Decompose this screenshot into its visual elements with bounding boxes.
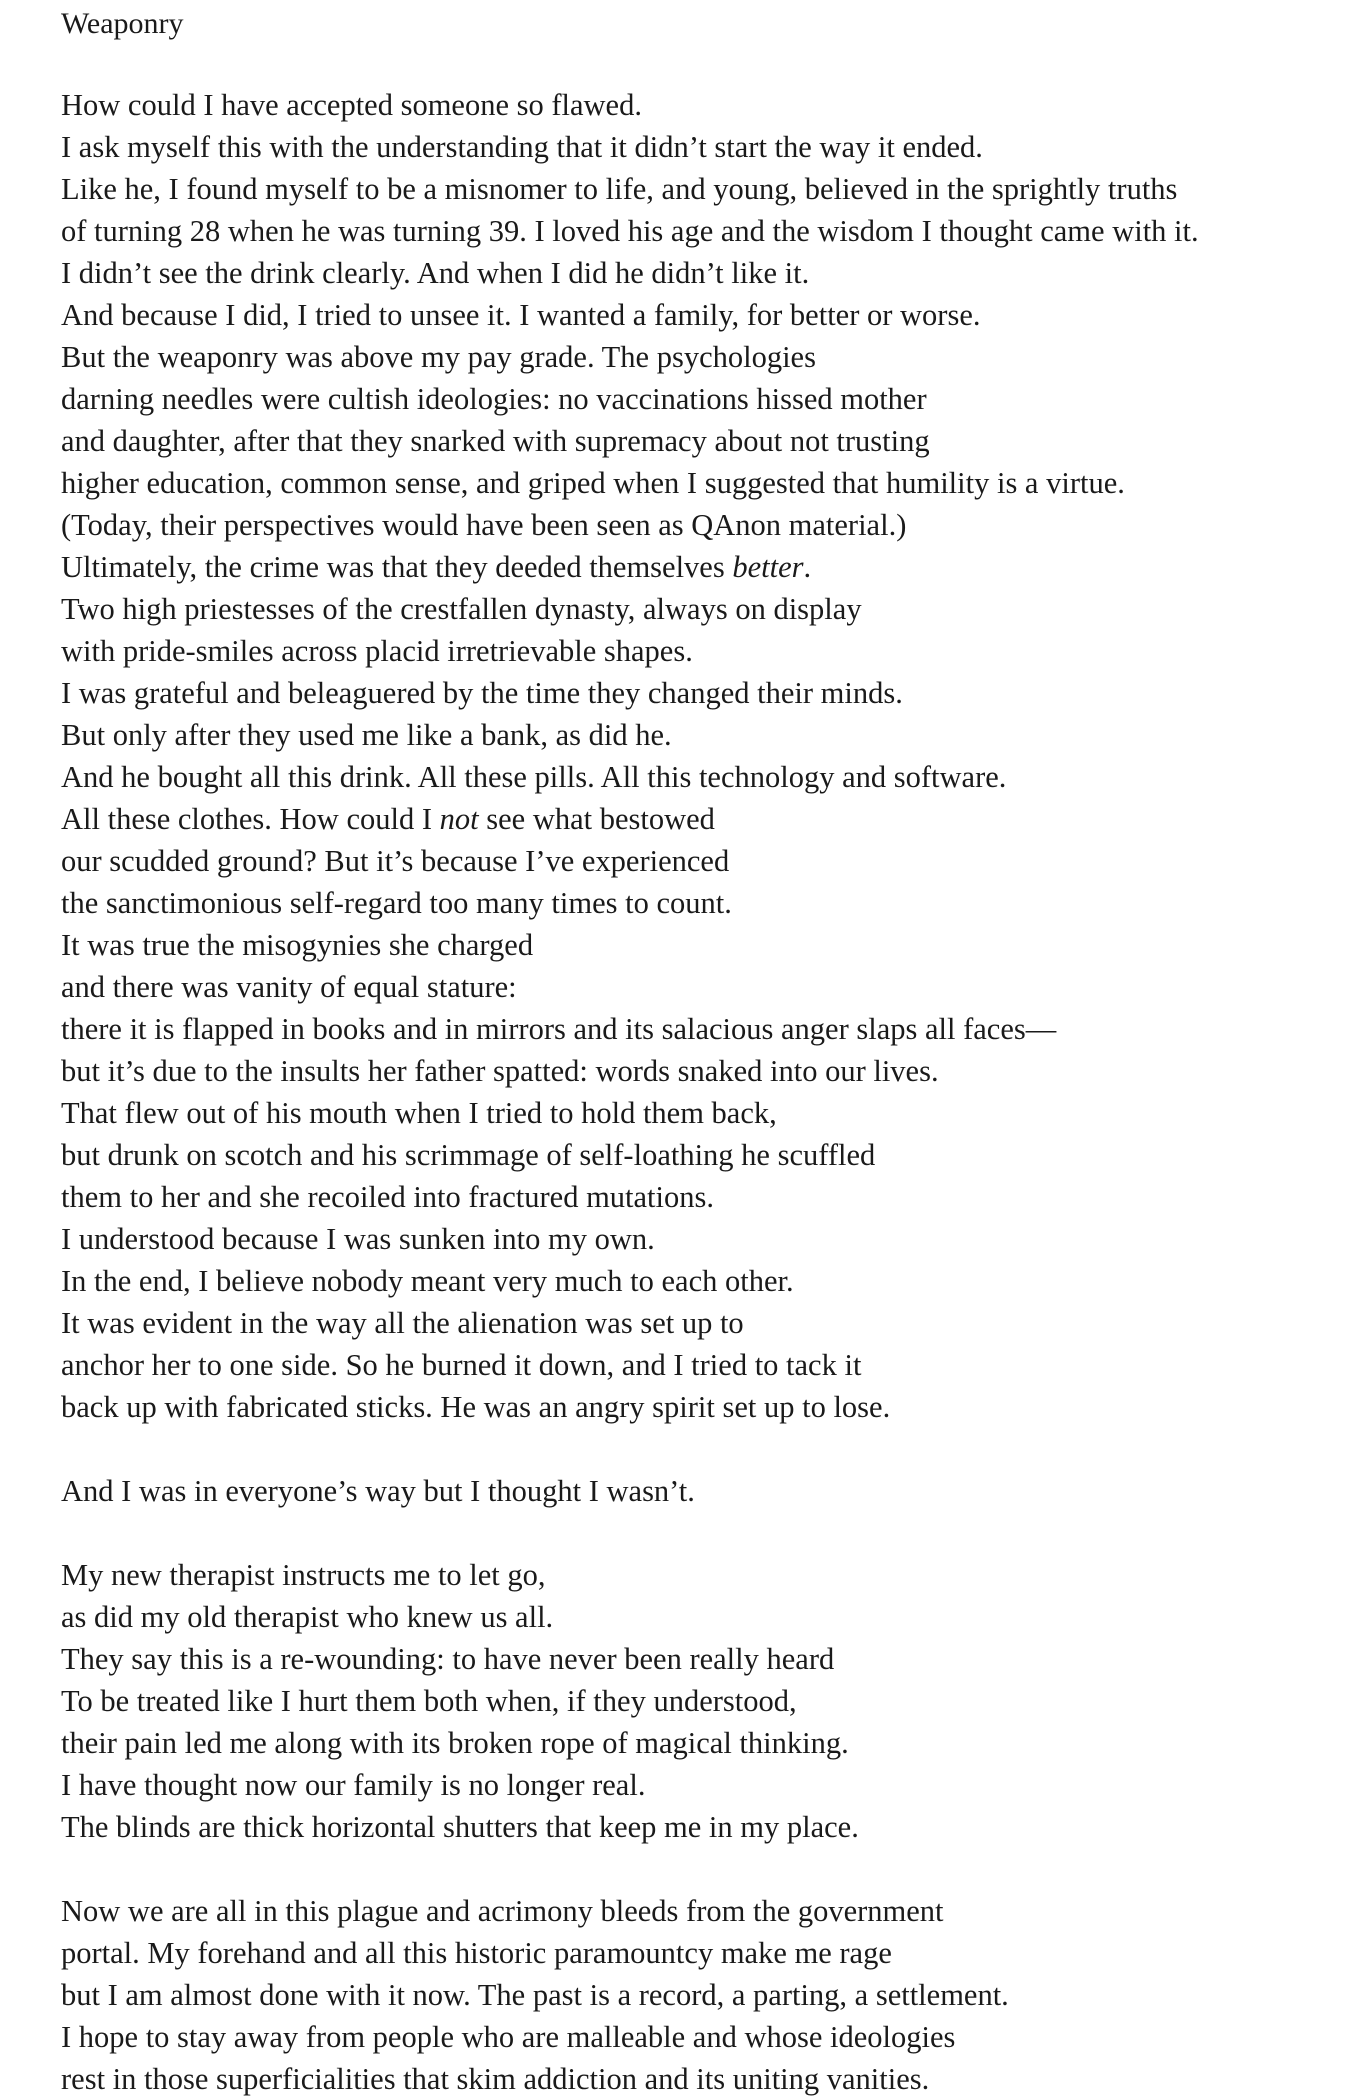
- poem-line: The blinds are thick horizontal shutters that keep me in my place.: [61, 1810, 859, 1844]
- poem-line: And because I did, I tried to unsee it. I wanted a family, for better or worse.: [61, 298, 981, 332]
- poem-line-emphasis: better: [732, 550, 804, 584]
- poem-line: I understood because I was sunken into my own.: [61, 1222, 655, 1256]
- poem-line: as did my old therapist who knew us all.: [61, 1600, 554, 1634]
- poem-line: there it is flapped in books and in mirrors and its salacious anger slaps all faces—: [61, 1012, 1057, 1046]
- poem-line: I have thought now our family is no longer real.: [61, 1768, 646, 1802]
- poem-line: rest in those superficialities that skim addiction and its uniting vanities.: [61, 2062, 930, 2096]
- poem-line: portal. My forehand and all this historic paramountcy make me rage: [61, 1936, 892, 1970]
- poem-line: but it’s due to the insults her father spatted: words snaked into our lives.: [61, 1054, 939, 1088]
- poem-line: but drunk on scotch and his scrimmage of self-loathing he scuffled: [61, 1138, 876, 1172]
- poem-line-text: Ultimately, the crime was that they deeded themselves: [61, 550, 733, 584]
- poem-line: Two high priestesses of the crestfallen dynasty, always on display: [61, 592, 862, 626]
- poem-line: and there was vanity of equal stature:: [61, 970, 517, 1004]
- stanza: [61, 1890, 1199, 2100]
- poem-line: [61, 546, 1199, 588]
- poem-line: In the end, I believe nobody meant very much to each other.: [61, 1264, 794, 1298]
- poem-line: It was true the misogynies she charged: [61, 928, 534, 962]
- poem-line: And I was in everyone’s way but I thought I wasn’t.: [61, 1474, 695, 1508]
- poem-line: back up with fabricated sticks. He was an angry spirit set up to lose.: [61, 1390, 891, 1424]
- stanza: [61, 84, 1199, 1428]
- stanza: [61, 1470, 1199, 1512]
- poem-line: Now we are all in this plague and acrimony bleeds from the government: [61, 1894, 944, 1928]
- poem-line-emphasis: not: [439, 802, 479, 836]
- poem-line: their pain led me along with its broken rope of magical thinking.: [61, 1726, 849, 1760]
- poem-line: That flew out of his mouth when I tried to hold them back,: [61, 1096, 777, 1130]
- poem-line: but I am almost done with it now. The past is a record, a parting, a settlement.: [61, 1978, 1009, 2012]
- poem-line: Like he, I found myself to be a misnomer to life, and young, believed in the sprightly truths: [61, 172, 1178, 206]
- poem-line: our scudded ground? But it’s because I’ve experienced: [61, 844, 730, 878]
- poem-line: But only after they used me like a bank, as did he.: [61, 718, 672, 752]
- stanza: [61, 1554, 1199, 1848]
- poem-line-text: see what bestowed: [478, 802, 715, 836]
- poem-line: with pride-smiles across placid irretrievable shapes.: [61, 634, 693, 668]
- poem-line: of turning 28 when he was turning 39. I loved his age and the wisdom I thought came with it.: [61, 214, 1199, 248]
- poem-line: How could I have accepted someone so flawed.: [61, 88, 642, 122]
- poem-line: And he bought all this drink. All these pills. All this technology and software.: [61, 760, 1007, 794]
- poem-line: I was grateful and beleaguered by the time they changed their minds.: [61, 676, 903, 710]
- poem-line: My new therapist instructs me to let go,: [61, 1558, 546, 1592]
- poem-line: [61, 798, 1199, 840]
- poem-line: I hope to stay away from people who are malleable and whose ideologies: [61, 2020, 956, 2054]
- poem-line: It was evident in the way all the alienation was set up to: [61, 1306, 744, 1340]
- poem-line: the sanctimonious self-regard too many times to count.: [61, 886, 732, 920]
- poem-line: I ask myself this with the understanding that it didn’t start the way it ended.: [61, 130, 983, 164]
- poem-line: anchor her to one side. So he burned it down, and I tried to tack it: [61, 1348, 862, 1382]
- poem-line: But the weaponry was above my pay grade. The psychologies: [61, 340, 816, 374]
- poem-line: higher education, common sense, and griped when I suggested that humility is a virtue.: [61, 466, 1125, 500]
- poem-line: them to her and she recoiled into fractured mutations.: [61, 1180, 714, 1214]
- poem-line: They say this is a re-wounding: to have never been really heard: [61, 1642, 835, 1676]
- poem-line: and daughter, after that they snarked with supremacy about not trusting: [61, 424, 930, 458]
- poem-line: (Today, their perspectives would have been seen as QAnon material.): [61, 508, 907, 542]
- poem-body: [61, 84, 1199, 2100]
- poem-line-text: All these clothes. How could I: [61, 802, 440, 836]
- poem-line-text: .: [803, 550, 812, 584]
- poem-line: To be treated like I hurt them both when, if they understood,: [61, 1684, 797, 1718]
- poem-line: darning needles were cultish ideologies: no vaccinations hissed mother: [61, 382, 927, 416]
- poem-line: I didn’t see the drink clearly. And when I did he didn’t like it.: [61, 256, 810, 290]
- poem-title: Weaponry: [61, 7, 184, 40]
